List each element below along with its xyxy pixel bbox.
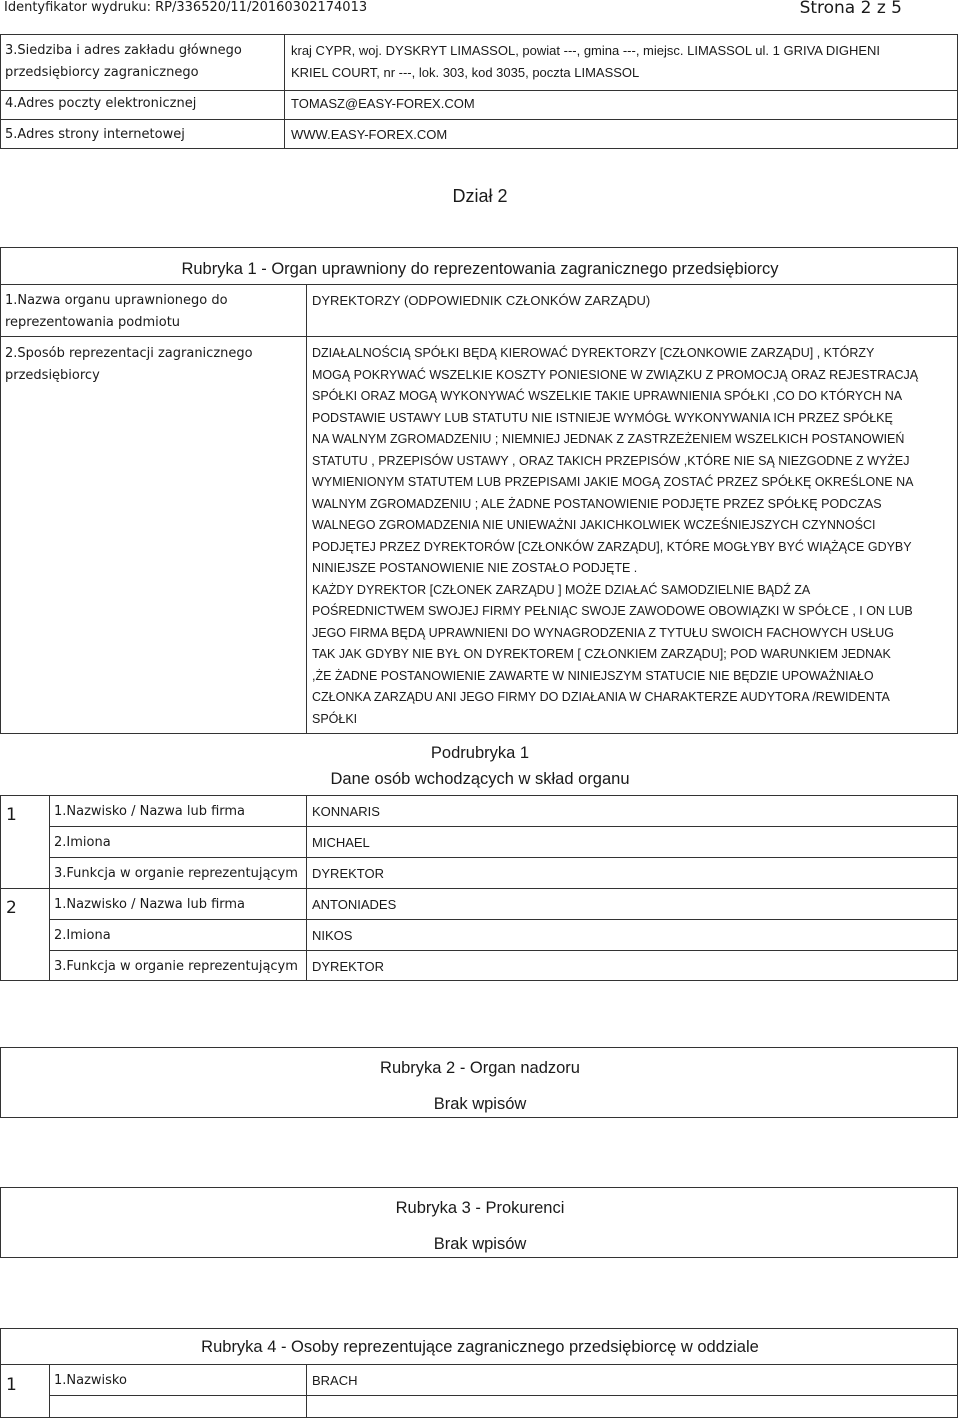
person-firstname-value: MICHAEL — [312, 835, 370, 850]
organ-name-value: DYREKTORZY (ODPOWIEDNIK CZŁONKÓW ZARZĄDU) — [312, 293, 651, 308]
website-value: WWW.EASY-FOREX.COM — [291, 127, 448, 142]
person-number: 1 — [6, 1375, 17, 1395]
representation-line: CZŁONKA ZARZĄDU ANI JEGO FIRMY DO DZIAŁANIA W CHARAKTERZE AUDYTORA /REWIDENTA — [312, 690, 890, 704]
person-lastname-label: 1.Nazwisko — [54, 1373, 127, 1388]
representation-line: JEGO FIRMA BĘDĄ UPRAWNIENI DO WYNAGRODZENIA Z TYTUŁU SWOICH FACHOWYCH USŁUG — [312, 625, 894, 640]
representation-line: ,ŻE ŻADNE POSTANOWIENIE ZAWARTE W NINIEJSZYM STATUCIE NIE BĘDZIE UPOWAŻNIAŁO — [312, 668, 874, 683]
person-lastname-label: 1.Nazwisko / Nazwa lub firma — [54, 804, 246, 819]
person-number: 2 — [6, 898, 17, 918]
representation-label: 2.Sposób reprezentacji zagranicznego przedsiębiorcy — [5, 346, 253, 383]
person-firstname-label: 2.Imiona — [54, 835, 111, 850]
person-firstname-value: NIKOS — [312, 928, 353, 943]
person-function-label: 3.Funkcja w organie reprezentującym — [54, 866, 298, 881]
representation-line: WALNEGO ZGROMADZENIA NIE UNIEWAŻNI JAKICHKOLWIEK WCZEŚNIEJSZYCH CZYNNOŚCI — [312, 518, 876, 532]
person-lastname-value: ANTONIADES — [312, 897, 397, 912]
rubryka4-title: Rubryka 4 - Osoby reprezentujące zagranicznego przedsiębiorcę w oddziale — [201, 1338, 759, 1356]
representation-line: WALNYM ZGROMADZENIU ; ALE ŻADNE POSTANOWIENIE PODJĘTE PRZEZ SPÓŁKĘ PODCZAS — [312, 496, 882, 511]
representation-line: NINIEJSZE POSTANOWIENIE NIE ZOSTAŁO PODJĘTE . — [312, 561, 638, 575]
email-label: 4.Adres poczty elektronicznej — [5, 96, 197, 111]
subsection-title: Podrubryka 1 — [430, 744, 530, 762]
representation-line: SPÓŁKI — [312, 711, 358, 726]
representation-line: STATUTU , PRZEPISÓW USTAWY , ORAZ TAKICH PRZEPISÓW ,KTÓRE NIE SĄ NIEZGODNE Z WYŻEJ — [312, 453, 910, 468]
person-number: 1 — [6, 805, 17, 825]
person-lastname-label: 1.Nazwisko / Nazwa lub firma — [54, 897, 246, 912]
person-function-value: DYREKTOR — [312, 959, 384, 974]
representation-line: SPÓŁKI ORAZ MOGĄ WYKONYWAĆ WSZELKIE TAKIE UPRAWNIENIA SPÓŁKI ,CO DO KTÓRYCH NA — [312, 389, 903, 403]
subsection-subtitle: Dane osób wchodzących w skład organu — [330, 770, 630, 788]
rubryka1-title: Rubryka 1 - Organ uprawniony do reprezentowania zagranicznego przedsiębiorcy — [181, 260, 779, 278]
print-identifier: Identyfikator wydruku: RP/336520/11/20160302174013 — [4, 0, 368, 15]
rubryka2-empty: Brak wpisów — [433, 1095, 527, 1113]
representation-value — [312, 343, 956, 730]
representation-line: PODSTAWIE USTAWY LUB STATUTU NIE ISTNIEJE WYMÓGŁ WYKONYWANIA ICH PRZEZ SPÓŁKĘ — [312, 410, 893, 425]
seat-label: 3.Siedziba i adres zakładu głównego przedsiębiorcy zagranicznego — [5, 43, 242, 80]
section-title: Dział 2 — [452, 186, 508, 206]
representation-line: KAŻDY DYREKTOR [CZŁONEK ZARZĄDU ] MOŻE DZIAŁAĆ SAMODZIELNIE BĄDŹ ZA — [312, 582, 811, 597]
page-number: Strona 2 z 5 — [799, 0, 902, 18]
representation-line: PODJĘTEJ PRZEZ DYREKTORÓW [CZŁONKÓW ZARZĄDU], KTÓRE MOGŁYBY BYĆ WIĄŻĄCE GDYBY — [312, 539, 912, 554]
person-lastname-value: BRACH — [312, 1373, 358, 1388]
representation-line: WYMIENIONYM STATUTEM LUB PRZEPISAMI JAKIE MOGĄ ZOSTAĆ PRZEZ SPÓŁKĘ OKREŚLONE NA — [312, 475, 914, 489]
representation-line: NA WALNYM ZGROMADZENIU ; NIEMNIEJ JEDNAK Z ZASTRZEŻENIEM WSZELKICH POSTANOWIEŃ — [312, 432, 905, 446]
rubryka3-title: Rubryka 3 - Prokurenci — [395, 1199, 565, 1217]
rubryka2-title: Rubryka 2 - Organ nadzoru — [380, 1059, 580, 1077]
person-lastname-value: KONNARIS — [312, 804, 380, 819]
person-function-label: 3.Funkcja w organie reprezentującym — [54, 959, 298, 974]
rubryka3-empty: Brak wpisów — [433, 1235, 527, 1253]
person-firstname-label: 2.Imiona — [54, 928, 111, 943]
organ-name-label: 1.Nazwa organu uprawnionego do reprezentowania podmiotu — [5, 293, 228, 330]
representation-line: POŚREDNICTWEM SWOJEJ FIRMY PEŁNIĄC SWOJE ZAWODOWE OBOWIĄZKI W SPÓŁCE , I ON LUB — [312, 604, 913, 618]
email-value: TOMASZ@EASY-FOREX.COM — [291, 96, 475, 111]
representation-line: TAK JAK GDYBY NIE BYŁ ON DYREKTOREM [ CZŁONKIEM ZARZĄDU]; POD WARUNKIEM JEDNAK — [312, 647, 891, 661]
representation-line: DZIAŁALNOŚCIĄ SPÓŁKI BĘDĄ KIEROWAĆ DYREKTORZY [CZŁONKOWIE ZARZĄDU] , KTÓRZY — [312, 346, 875, 360]
website-label: 5.Adres strony internetowej — [5, 127, 185, 142]
seat-value: kraj CYPR, woj. DYSKRYT LIMASSOL, powiat ---, gmina ---, miejsc. LIMASSOL ul. 1 GRIVA DIGHENI KRIEL COURT, nr ---, lok. 303, kod 3035, poczta LIMASSOL — [291, 43, 881, 80]
person-function-value: DYREKTOR — [312, 866, 384, 881]
representation-line: MOGĄ POKRYWAĆ WSZELKIE KOSZTY PONIESIONE W ZWIĄZKU Z PROMOCJĄ ORAZ REJESTRACJĄ — [312, 367, 919, 382]
